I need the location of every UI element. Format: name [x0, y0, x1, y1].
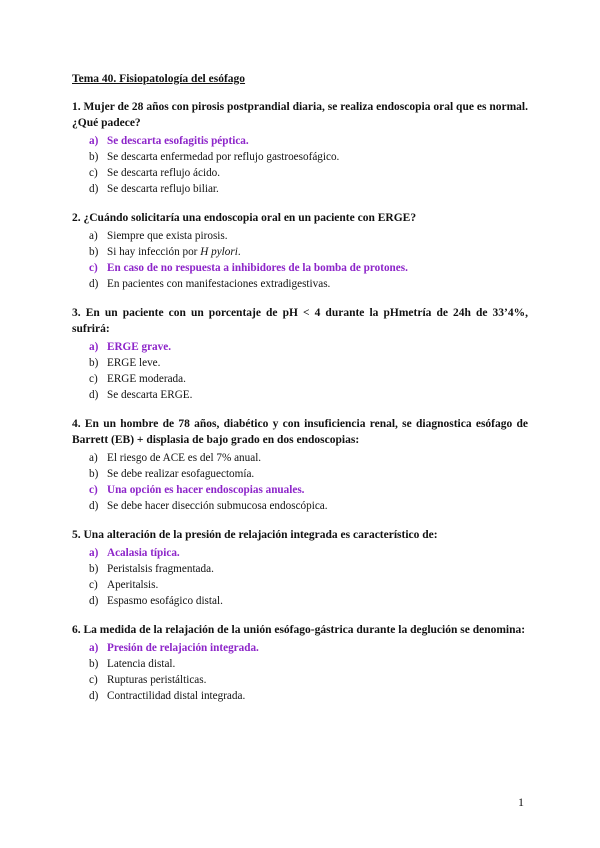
option-letter: a): [89, 452, 98, 464]
question-number: 5.: [72, 529, 81, 541]
option-letter: a): [89, 642, 99, 654]
option-text: Latencia distal.: [107, 658, 176, 670]
question-text: [72, 622, 528, 638]
answer-options: [72, 640, 528, 704]
question-block: [72, 416, 528, 514]
option-text: Se debe realizar esofaguectomía.: [107, 468, 255, 480]
question-text: [72, 210, 528, 226]
answer-option: [72, 165, 528, 181]
option-text: Se descarta reflujo ácido.: [107, 167, 221, 179]
question-stem: Una alteración de la presión de relajación integrada es característico de:: [83, 529, 438, 541]
option-text: ERGE leve.: [107, 357, 161, 369]
option-letter: d): [89, 278, 99, 290]
question-block: [72, 527, 528, 609]
option-text: Se descarta reflujo biliar.: [107, 183, 219, 195]
option-letter: c): [89, 373, 98, 385]
option-text: Una opción es hacer endoscopias anuales.: [107, 484, 305, 496]
question-stem: ¿Cuándo solicitaría una endoscopia oral en un paciente con ERGE?: [83, 212, 417, 224]
question-stem: En un paciente con un porcentaje de pH < 4 durante la pHmetría de 24h de 33’4%, sufrirá:: [72, 307, 529, 335]
answer-option: [72, 498, 528, 514]
option-letter: d): [89, 389, 99, 401]
option-letter: d): [89, 500, 99, 512]
option-text: El riesgo de ACE es del 7% anual.: [107, 452, 262, 464]
answer-option: [72, 593, 528, 609]
question-list: [72, 99, 528, 704]
option-text: Presión de relajación integrada.: [107, 642, 259, 654]
question-text: [72, 416, 528, 448]
question-block: [72, 622, 528, 704]
answer-options: [72, 339, 528, 403]
answer-option: [72, 672, 528, 688]
answer-option: [72, 466, 528, 482]
option-letter: c): [89, 579, 98, 591]
question-number: 3.: [72, 307, 81, 319]
option-text: Si hay infección por H pylori.: [107, 246, 241, 258]
option-text: Se descarta enfermedad por reflujo gastroesofágico.: [107, 151, 340, 163]
option-letter: d): [89, 595, 99, 607]
option-text: Se descarta esofagitis péptica.: [107, 135, 249, 147]
document-page: [72, 72, 528, 717]
option-letter: d): [89, 690, 99, 702]
question-stem: Mujer de 28 años con pirosis postprandial diaria, se realiza endoscopia oral que es normal. ¿Qué padece?: [72, 101, 528, 129]
answer-option: [72, 355, 528, 371]
option-text: Se descarta ERGE.: [107, 389, 193, 401]
option-letter: b): [89, 563, 99, 575]
page-title: Tema 40. Fisiopatología del esófago: [72, 73, 246, 85]
question-number: 2.: [72, 212, 81, 224]
question-text: [72, 99, 528, 131]
option-letter: b): [89, 468, 99, 480]
option-letter: c): [89, 484, 98, 496]
question-number: 1.: [72, 101, 81, 113]
answer-option: [72, 149, 528, 165]
answer-options: [72, 228, 528, 292]
option-text: Contractilidad distal integrada.: [107, 690, 246, 702]
answer-option-correct: [72, 133, 528, 149]
option-letter: b): [89, 357, 99, 369]
answer-option-correct: [72, 260, 528, 276]
question-text: [72, 527, 528, 543]
answer-option: [72, 276, 528, 292]
option-letter: a): [89, 135, 99, 147]
option-text: En caso de no respuesta a inhibidores de la bomba de protones.: [107, 262, 408, 274]
option-letter: a): [89, 230, 98, 242]
answer-options: [72, 133, 528, 197]
question-block: [72, 99, 528, 197]
answer-option: [72, 656, 528, 672]
option-text: Rupturas peristálticas.: [107, 674, 207, 686]
question-block: [72, 210, 528, 292]
answer-option: [72, 561, 528, 577]
option-letter: b): [89, 151, 99, 163]
option-letter: c): [89, 262, 98, 274]
option-letter: c): [89, 674, 98, 686]
option-letter: b): [89, 246, 99, 258]
option-letter: a): [89, 341, 99, 353]
question-stem: En un hombre de 78 años, diabético y con insuficiencia renal, se diagnostica esófago de Barrett (EB) + displasia de bajo grado en dos endoscopias:: [72, 418, 529, 446]
option-letter: d): [89, 183, 99, 195]
answer-option: [72, 228, 528, 244]
answer-option-correct: [72, 339, 528, 355]
question-text: [72, 305, 528, 337]
question-number: 4.: [72, 418, 81, 430]
answer-options: [72, 545, 528, 609]
answer-option: [72, 450, 528, 466]
option-text: Peristalsis fragmentada.: [107, 563, 214, 575]
answer-option: [72, 577, 528, 593]
option-text: Acalasia típica.: [107, 547, 180, 559]
option-letter: c): [89, 167, 98, 179]
option-text: ERGE grave.: [107, 341, 172, 353]
answer-option-correct: [72, 482, 528, 498]
answer-option-correct: [72, 545, 528, 561]
option-text: ERGE moderada.: [107, 373, 186, 385]
answer-option: [72, 371, 528, 387]
option-text: Se debe hacer disección submucosa endoscópica.: [107, 500, 328, 512]
answer-option: [72, 244, 528, 260]
question-number: 6.: [72, 624, 81, 636]
option-text: Siempre que exista pirosis.: [107, 230, 228, 242]
answer-option: [72, 688, 528, 704]
answer-options: [72, 450, 528, 514]
answer-option-correct: [72, 640, 528, 656]
answer-option: [72, 387, 528, 403]
option-text: En pacientes con manifestaciones extradigestivas.: [107, 278, 331, 290]
option-letter: a): [89, 547, 99, 559]
option-text: Espasmo esofágico distal.: [107, 595, 223, 607]
question-stem: La medida de la relajación de la unión esófago-gástrica durante la deglución se denomina:: [83, 624, 526, 636]
question-block: [72, 305, 528, 403]
answer-option: [72, 181, 528, 197]
option-text: Aperitalsis.: [107, 579, 159, 591]
page-number: 1: [518, 795, 524, 809]
option-letter: b): [89, 658, 99, 670]
